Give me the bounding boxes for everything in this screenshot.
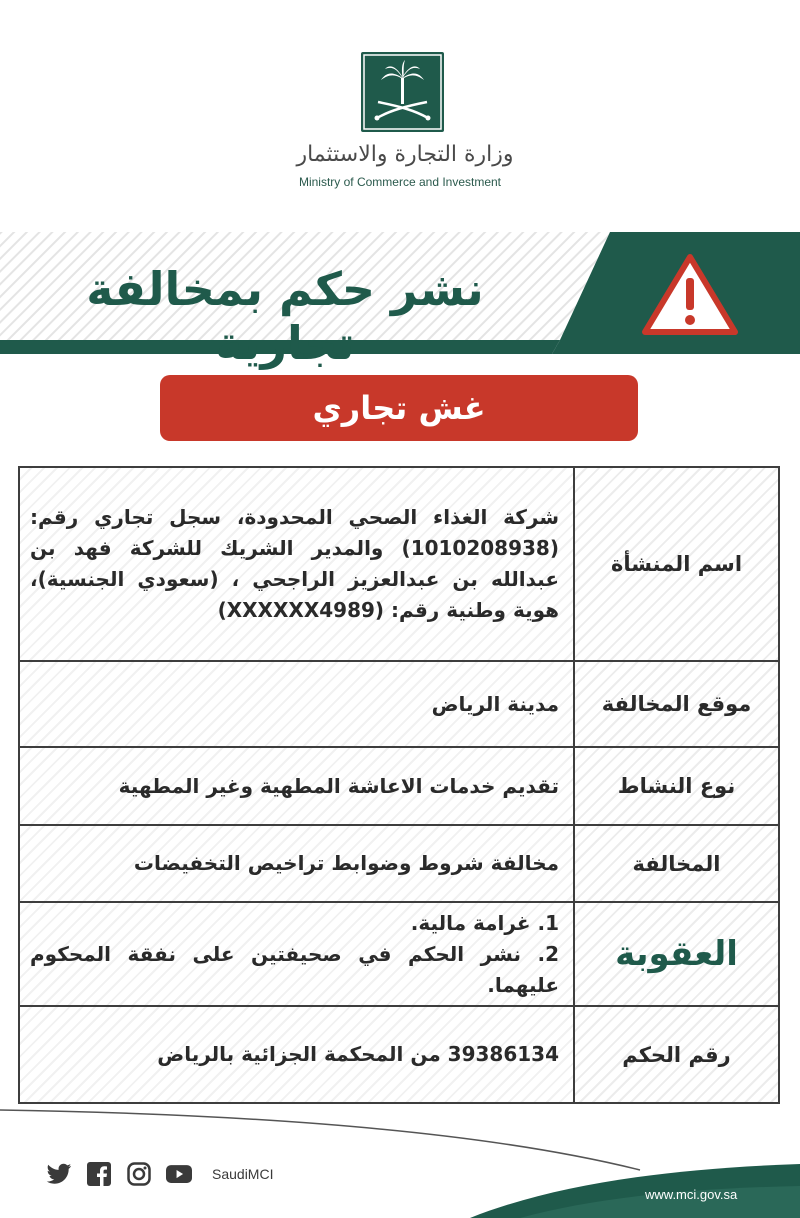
website-link[interactable]: www.mci.gov.sa bbox=[645, 1187, 738, 1202]
violation-text: مخالفة شروط وضوابط تراخيص التخفيضات bbox=[133, 851, 559, 875]
penalty-label: العقوبة bbox=[573, 903, 778, 1005]
establishment-value bbox=[20, 468, 573, 660]
penalty-item: 2. نشر الحكم في صحيفتين على نفقة المحكوم عليهما. bbox=[30, 941, 559, 997]
location-label: موقع المخالفة bbox=[573, 662, 778, 746]
verdict-text: 39386134 من المحكمة الجزائية بالرياض bbox=[157, 1042, 559, 1066]
location-text: مدينة الرياض bbox=[431, 691, 559, 716]
social-links bbox=[46, 1160, 273, 1188]
table-row-violation bbox=[20, 826, 778, 903]
violation-category-badge: غش تجاري bbox=[160, 375, 638, 441]
youtube-icon[interactable] bbox=[166, 1161, 192, 1187]
activity-label: نوع النشاط bbox=[573, 748, 778, 824]
social-handle[interactable]: SaudiMCI bbox=[212, 1166, 274, 1182]
ministry-logo bbox=[0, 0, 800, 210]
banner-title: نشر حكم بمخالفة تجارية bbox=[86, 262, 484, 370]
warning-triangle-icon bbox=[640, 252, 740, 338]
table-row-establishment bbox=[20, 468, 778, 662]
ministry-name-english: Ministry of Commerce and Investment bbox=[298, 175, 502, 189]
twitter-icon[interactable] bbox=[46, 1161, 72, 1187]
palm-and-swords-emblem-icon bbox=[361, 52, 444, 132]
table-row-penalty bbox=[20, 903, 778, 1007]
facebook-icon[interactable] bbox=[86, 1161, 112, 1187]
table-row-activity bbox=[20, 748, 778, 826]
ministry-name-arabic: وزارة التجارة والاستثمار bbox=[296, 142, 514, 167]
activity-value bbox=[20, 748, 573, 824]
violation-details-table bbox=[18, 466, 780, 1104]
activity-text: تقديم خدمات الاعاشة المطهية وغير المطهية bbox=[118, 773, 559, 798]
verdict-label: رقم الحكم bbox=[573, 1007, 778, 1102]
penalty-item: 1. غرامة مالية. bbox=[410, 910, 559, 935]
table-row-location bbox=[20, 662, 778, 748]
establishment-text: شركة الغذاء الصحي المحدودة، سجل تجاري رقم: (1010208938) والمدير الشريك للشركة فهد بن عبدالله بن عبدالعزيز الراجحي ، (سعودي الجنسية)، هوية وطنية رقم: (XXXXXX4989) bbox=[30, 505, 559, 622]
establishment-label: اسم المنشأة bbox=[573, 468, 778, 660]
violation-label: المخالفة bbox=[573, 826, 778, 901]
table-row-verdict bbox=[20, 1007, 778, 1102]
instagram-icon[interactable] bbox=[126, 1161, 152, 1187]
violation-value bbox=[20, 826, 573, 901]
verdict-value bbox=[20, 1007, 573, 1102]
penalty-value bbox=[20, 903, 573, 1005]
location-value bbox=[20, 662, 573, 746]
penalty-list bbox=[30, 908, 559, 1001]
